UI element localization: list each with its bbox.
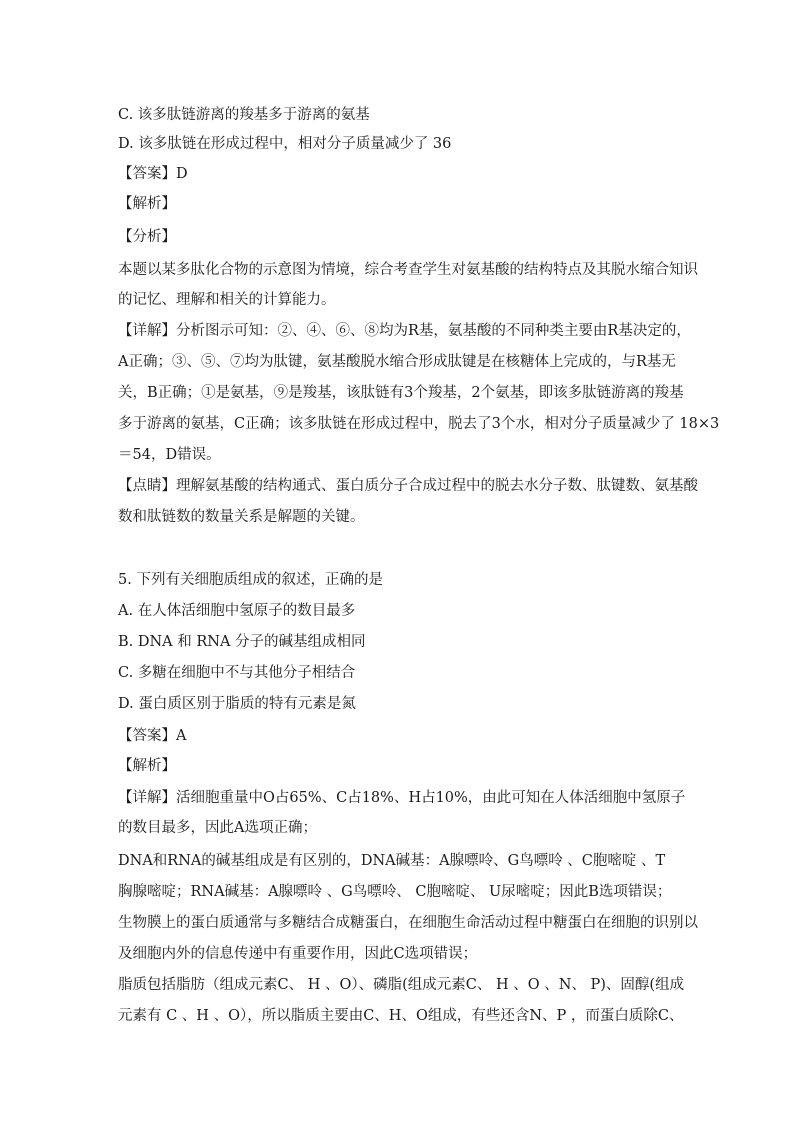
q5-option-b: B. DNA 和 RNA 分子的碱基组成相同: [118, 634, 366, 650]
q4-detail-line: 多于游离的氨基，C正确；该多肽链在形成过程中，脱去了3个水，相对分子质量减少了 18×3: [118, 416, 720, 432]
q4-option-d: D. 该多肽链在形成过程中，相对分子质量减少了 36: [118, 136, 452, 152]
q4-detail-line: 关，B正确；①是氨基，⑨是羧基，该肽链有3个羧基，2个氨基，即该多肽链游离的羧基: [118, 385, 684, 401]
q4-analysis-line: 本题以某多肽化合物的示意图为情境，综合考查学生对氨基酸的结构特点及其脱水缩合知识: [118, 262, 698, 278]
q4-jiexi-heading: 【解析】: [118, 196, 176, 212]
q4-detail-line: ＝54，D错误。: [118, 447, 221, 463]
q5-detail-line: 脂质包括脂肪（组成元素C、 H 、O）、磷脂(组成元素C、 H 、O 、N、 P)、固醇(组成: [118, 977, 685, 993]
q4-option-c: C. 该多肽链游离的羧基多于游离的氨基: [118, 107, 370, 123]
q4-analysis-line: 的记忆、理解和相关的计算能力。: [118, 292, 336, 308]
q5-detail-line: 的数目最多，因此A选项正确；: [118, 820, 317, 836]
q5-stem: 5. 下列有关细胞质组成的叙述，正确的是: [118, 572, 383, 588]
q5-option-d: D. 蛋白质区别于脂质的特有元素是氮: [118, 696, 356, 712]
q4-tip-line: 【点睛】理解氨基酸的结构通式、蛋白质分子合成过程中的脱去水分子数、肽键数、氨基酸: [118, 478, 698, 494]
q4-fenxi-heading: 【分析】: [118, 229, 176, 245]
q5-option-c: C. 多糖在细胞中不与其他分子相结合: [118, 665, 356, 681]
q5-jiexi-heading: 【解析】: [118, 758, 176, 774]
q5-option-a: A. 在人体活细胞中氢原子的数目最多: [118, 603, 356, 619]
q4-detail-line: A正确；③、⑤、⑦均为肽键，氨基酸脱水缩合形成肽键是在核糖体上完成的，与R基无: [118, 354, 676, 370]
q4-detail-line: 【详解】分析图示可知：②、④、⑥、⑧均为R基，氨基酸的不同种类主要由R基决定的，: [118, 323, 691, 339]
q5-detail-line: 【详解】活细胞重量中O占65%、C占18%、H占10%，由此可知在人体活细胞中氢原子: [118, 790, 686, 806]
q5-detail-line: 及细胞内外的信息传递中有重要作用，因此C选项错误；: [118, 946, 478, 962]
q5-detail-line: 生物膜上的蛋白质通常与多糖结合成糖蛋白，在细胞生命活动过程中糖蛋白在细胞的识别以: [118, 915, 698, 931]
q4-tip-line: 数和肽链数的数量关系是解题的关键。: [118, 509, 365, 525]
q5-detail-line: 元素有 C 、H 、O），所以脂质主要由C、H、O组成，有些还含N、P ，而蛋白质除C、: [118, 1008, 684, 1024]
q4-answer: 【答案】D: [118, 166, 188, 182]
q5-answer: 【答案】A: [118, 728, 187, 744]
q5-detail-line: 胸腺嘧啶；RNA碱基：A腺嘌呤 、G鸟嘌呤、 C胞嘧啶、 U尿嘧啶；因此B选项错误；: [118, 884, 672, 900]
q5-detail-line: DNA和RNA的碱基组成是有区别的，DNA碱基：A腺嘌呤、G鸟嘌呤 、C胞嘧啶 、T: [118, 853, 666, 869]
